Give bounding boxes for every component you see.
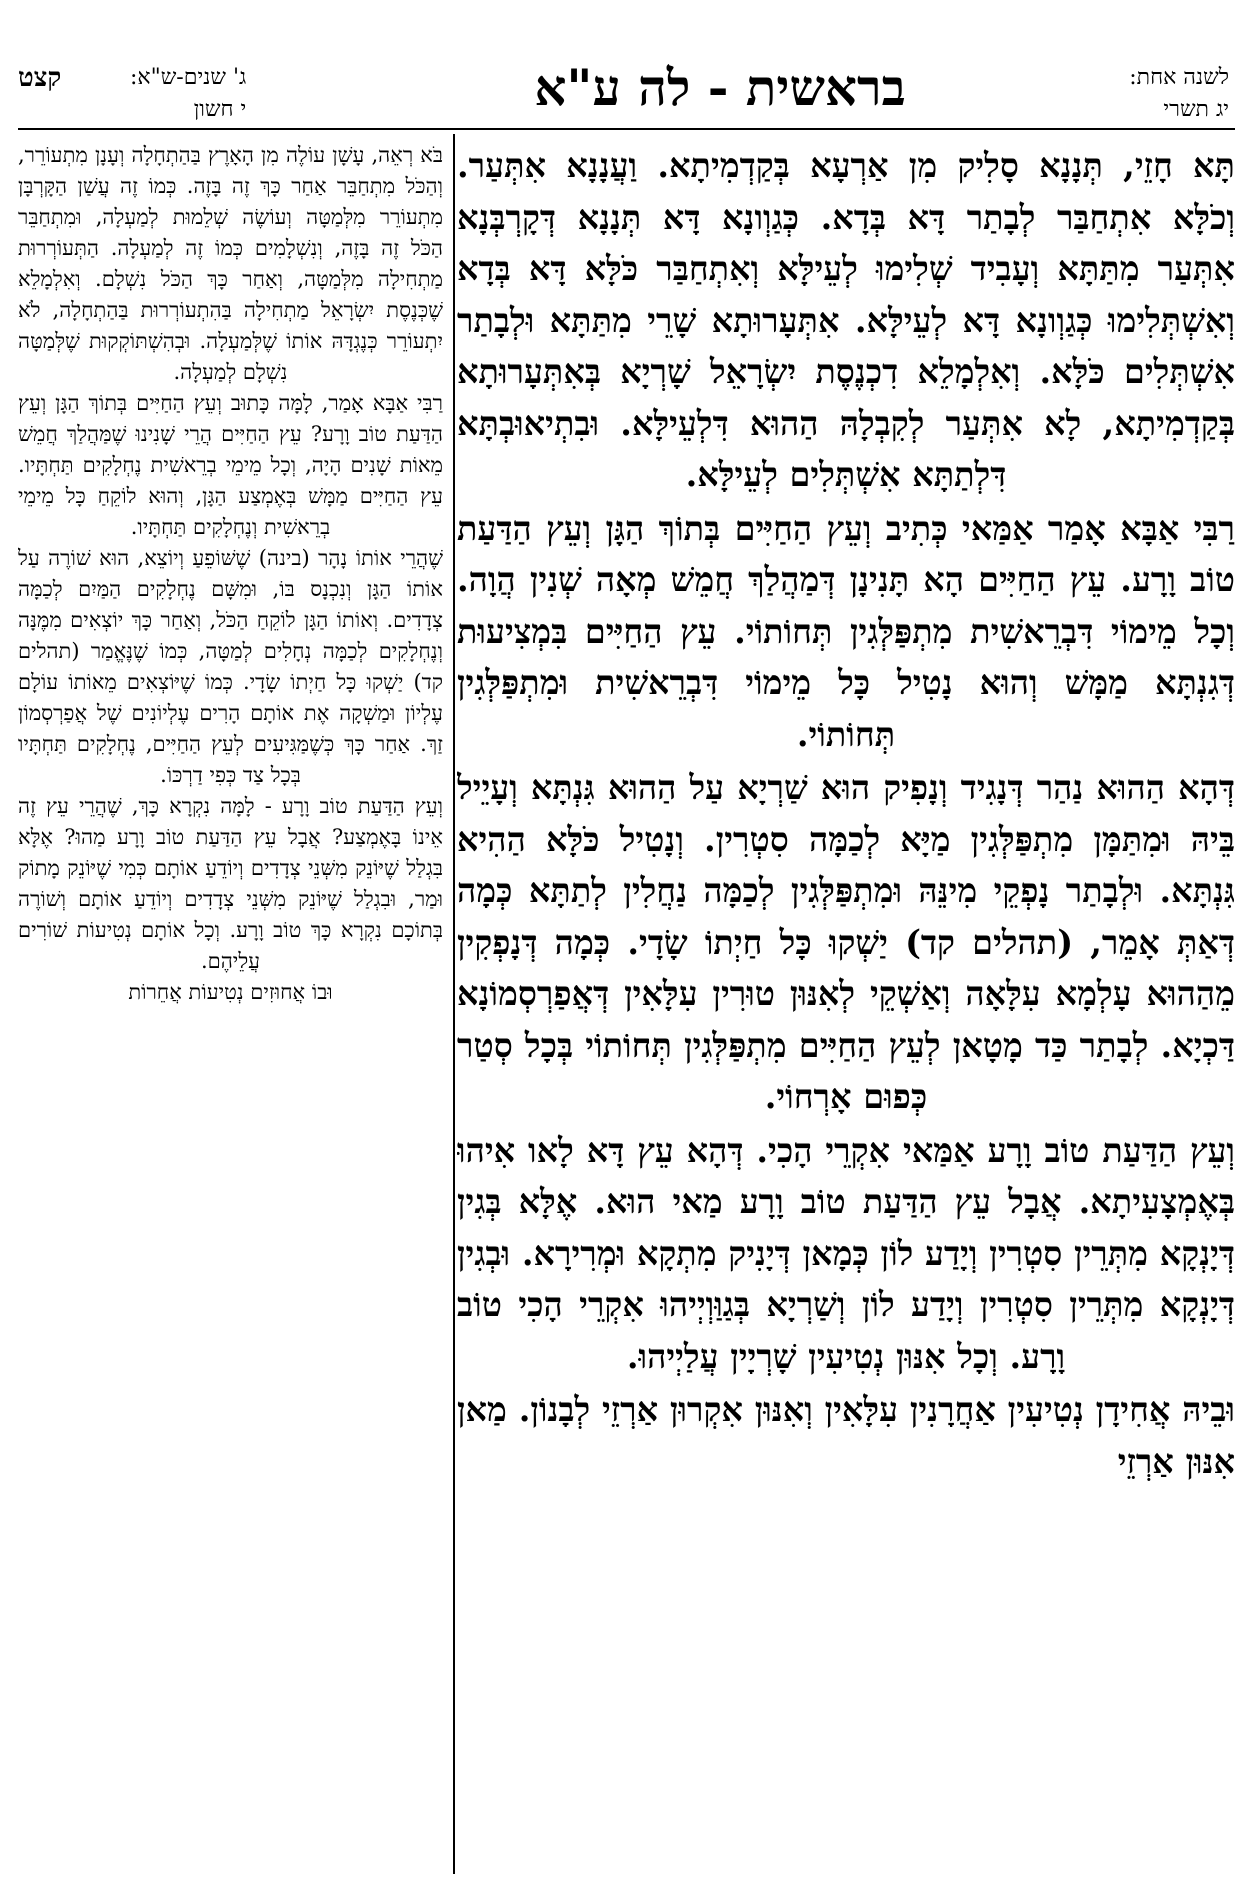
aramaic-text-column xyxy=(457,140,1235,1870)
commentary-paragraph: שֶׁהֲרֵי אוֹתוֹ נָהָר (בינה) שֶׁשּׁוֹפֵעַ וְיוֹצֵא, הוּא שׁוֹרֶה עַל אוֹתוֹ הַגָּן וְנִכְנָס בּוֹ, וּמִשָּׁם נֶחְלָקִים הַמַּיִם לְכַמָּה צְדָדִים. וְאוֹתוֹ הַגָּן לוֹקֵחַ הַכֹּל, וְאַחַר כָּךְ יוֹצְאִים מִמֶּנָּה וְנֶחְלָקִים לְכַמָּה נְחָלִים לְמַטָּה, כְּמוֹ שֶׁנֶּאֱמַר (תהלים קד) יַשְׁקוּ כָּל חַיְתוֹ שָׂדָי. כְּמוֹ שֶׁיּוֹצְאִים מֵאוֹתוֹ עוֹלָם עֶלְיוֹן וּמַשְׁקָה אֶת אוֹתָם הָרִים עֶלְיוֹנִים שֶׁל אֲפַרְסְמוֹן זַךְ. אַחַר כָּךְ כְּשֶׁמַּגִּיעִים לְעֵץ הַחַיִּים, נֶחְלָקִים תַּחְתָּיו בְּכָל צַד כְּפִי דַרְכּוֹ. xyxy=(18,546,443,787)
main-paragraph: תָּא חָזֵי, תְּנָנָא סָלִיק מִן אַרְעָא בְּקַדְמִיתָא. וַעֲנָנָא אִתְּעַר. וְכֹלָּא אִתְחַבַּר לְבָתַר דָּא בְּדָא. כְּגַוְונָא דָּא תְּנָנָא דְּקָרְבְּנָא אִתְּעַר מִתַּתָּא וְעָבִיד שְׁלִימוּ לְעֵילָּא וְאִתְחַבַּר כֹּלָּא דָּא בְּדָא וְאִשְׁתְּלִימוּ כְּגַוְונָא דָּא לְעֵילָּא. אִתְּעָרוּתָא שָׁרֵי מִתַּתָּא וּלְבָתַר אִשְׁתְּלִים כֹּלָּא. וְאִלְמָלֵא דִכְנֶסֶת יִשְׂרָאֵל שָׁרְיָא בְּאִתְּעָרוּתָא בְּקַדְמִיתָא, לָא אִתְּעַר לְקִבְלָהּ הַהוּא דִּלְעֵילָּא. וּבִתְיאוּבְתָּא דִּלְתַתָּא אִשְׁתְּלִים לְעֵילָּא. xyxy=(457,146,1235,494)
page-number: קצט xyxy=(18,63,62,93)
schedule-label-three-years: ג' שנים-ש"א: xyxy=(130,65,247,90)
schedule-date-one-year: יג תשרי xyxy=(1163,97,1229,122)
page-header xyxy=(0,0,1253,122)
main-paragraph: וּבֵיהּ אֲחִידָן נְטִיעִין אַחֲרָנִין עִלָּאִין וְאִנּוּן אִקְרוּן אַרְזֵי לְבָנוֹן. מַאן אִנּוּן אַרְזֵי xyxy=(457,1390,1235,1481)
column-divider xyxy=(453,134,455,1874)
commentary-paragraph: וְעֵץ הַדַּעַת טוֹב וָרָע - לָמָּה נִקְרָא כָּךְ, שֶׁהֲרֵי עֵץ זֶה אֵינוֹ בָּאֶמְצַע? אֲבָל עֵץ הַדַּעַת טוֹב וָרָע מַהוּ? אֶלָּא בִּגְלַל שֶׁיּוֹנֵק מִשְּׁנֵי צְדָדִים וְיוֹדֵעַ אוֹתָם כְּמִי שֶׁיּוֹנֵק מָתוֹק וּמַר, וּבִגְלַל שֶׁיּוֹנֵק מִשְּׁנֵי צְדָדִים וְיוֹדֵעַ אוֹתָם וְשׁוֹרֶה בְּתוֹכָם נִקְרָא כָּךְ טוֹב וָרָע. וְכָל אוֹתָם נְטִיעוֹת שׁוֹרִים עֲלֵיהֶם. xyxy=(18,794,443,973)
study-schedule-three-years xyxy=(130,62,246,126)
main-paragraph: דְּהָא הַהוּא נַהַר דְּנָגִיד וְנָפִיק הוּא שַׁרְיָא עַל הַהוּא גִּנְתָּא וְעָיֵיל בֵּיהּ וּמִתַּמָּן מִתְפַּלְּגִין מַיָּא לְכַמָּה סִטְרִין. וְנָטִיל כֹּלָּא הַהִיא גִּנְתָּא. וּלְבָתַר נָפְקֵי מִינֵּהּ וּמִתְפַּלְּגִין לְכַמָּה נַחֲלִין לְתַתָּא כְּמָה דְּאַתְּ אָמֵר, (תהלים קד) יַשְׁקוּ כָּל חַיְתוֹ שָׂדָי. כְּמָה דְּנָפְקִין מֵהַהוּא עָלְמָא עִלָּאָה וְאַשְׁקֵי לְאִנּוּן טוּרִין עִלָּאִין דְּאֲפַרְסְמוֹנָא דַּכְיָא. לְבָתַר כַּד מָטָאן לְעֵץ הַחַיִּים מִתְפַּלְּגִין תְּחוֹתוֹי בְּכָל סְטַר כְּפוּם אָרְחוֹי. xyxy=(457,768,1235,1116)
study-schedule-one-year xyxy=(1129,62,1229,126)
commentary-paragraph: בֹּא רְאֵה, עָשָׁן עוֹלֶה מִן הָאָרֶץ בַּהַתְחָלָה וְעָנָן מִתְעוֹרֵר, וְהַכֹּל מִתְחַבֵּר אַחַר כָּךְ זֶה בָּזֶה. כְּמוֹ זֶה עֲשַׁן הַקָּרְבָּן מִתְעוֹרֵר מִלְּמַטָּה וְעוֹשֶׂה שְׁלֵמוּת לְמַעְלָה, וּמִתְחַבֵּר הַכֹּל זֶה בָּזֶה, וְנִשְׁלָמִים כְּמוֹ זֶה לְמַעְלָה. הַתְּעוֹרְרוּת מַתְחִילָה מִלְּמַטָּה, וְאַחַר כָּךְ הַכֹּל נִשְׁלָם. וְאִלְמָלֵא שֶׁכְּנֶסֶת יִשְׂרָאֵל מַתְחִילָה בַּהִתְעוֹרְרוּת בַּהַתְחָלָה, לֹא יִתְעוֹרֵר כְּנֶגְדָּהּ אוֹתוֹ שֶׁלְּמַעְלָה. וּבְהִשְׁתּוֹקְקוּת שֶׁלְּמַטָּה נִשְׁלָם לְמַעְלָה. xyxy=(18,143,443,384)
schedule-label-one-year: לשנה אחת: xyxy=(1129,65,1229,90)
commentary-paragraph: וּבוֹ אֲחוּזִים נְטִיעוֹת אֲחֵרוֹת xyxy=(128,980,333,1004)
main-paragraph: וְעֵץ הַדַּעַת טוֹב וָרָע אַמַּאי אִקְרֵי הָכִי. דְּהָא עֵץ דָּא לָאו אִיהוּ בְּאֶמְצָעִיתָא. אֲבָל עֵץ הַדַּעַת טוֹב וָרָע מַאי הוּא. אֶלָּא בְּגִין דְּיָנְקָא מִתְּרֵין סִטְרִין וְיָדַע לוֹן כְּמָאן דְּיָנִיק מִתְקָא וּמְרִירָא. וּבְגִין דְּיָנְקָא מִתְּרֵין סִטְרִין וְיָדַע לוֹן וְשַׁרְיָא בְּגַוַּוְיְיהוּ אִקְרֵי הָכִי טוֹב וָרָע. וְכָל אִנּוּן נְטִיעִין שָׁרְיָין עֲלַיְיהוּ. xyxy=(457,1130,1235,1376)
hebrew-translation-column xyxy=(18,140,443,1870)
commentary-paragraph: רַבִּי אַבָּא אָמַר, לָמָּה כָּתוּב וְעֵץ הַחַיִּים בְּתוֹךְ הַגָּן וְעֵץ הַדַּעַת טוֹב וָרָע? עֵץ הַחַיִּים הֲרֵי שָׁנִינוּ שֶׁמַּהֲלַךְ חֲמֵשׁ מֵאוֹת שָׁנִים הָיָה, וְכָל מֵימֵי בְרֵאשִׁית נֶחְלָקִים תַּחְתָּיו. עֵץ הַחַיִּים מַמָּשׁ בְּאֶמְצַע הַגָּן, וְהוּא לוֹקֵחַ כָּל מֵימֵי בְרֵאשִׁית וְנֶחְלָקִים תַּחְתָּיו. xyxy=(18,391,443,539)
main-paragraph: רַבִּי אַבָּא אָמַר אַמַּאי כְּתִיב וְעֵץ הַחַיִּים בְּתוֹךְ הַגָּן וְעֵץ הַדַּעַת טוֹב וָרָע. עֵץ הַחַיִּים הָא תָּנִינָן דְּמַהֲלַךְ חֲמֵשׁ מְאָה שְׁנִין הֲוָה. וְכָל מֵימוֹי דִּבְרֵאשִׁית מִתְפַּלְּגִין תְּחוֹתוֹי. עֵץ הַחַיִּים בִּמְצִיעוּת דְּגִנְתָּא מַמָּשׁ וְהוּא נָטִיל כָּל מֵימוֹי דִּבְרֵאשִׁית וּמִתְפַּלְּגִין תְּחוֹתוֹי. xyxy=(457,508,1235,754)
schedule-date-three-years: י חשון xyxy=(193,97,247,122)
header-divider xyxy=(18,128,1235,130)
page-title: בראשית - לה ע"א xyxy=(534,58,906,117)
